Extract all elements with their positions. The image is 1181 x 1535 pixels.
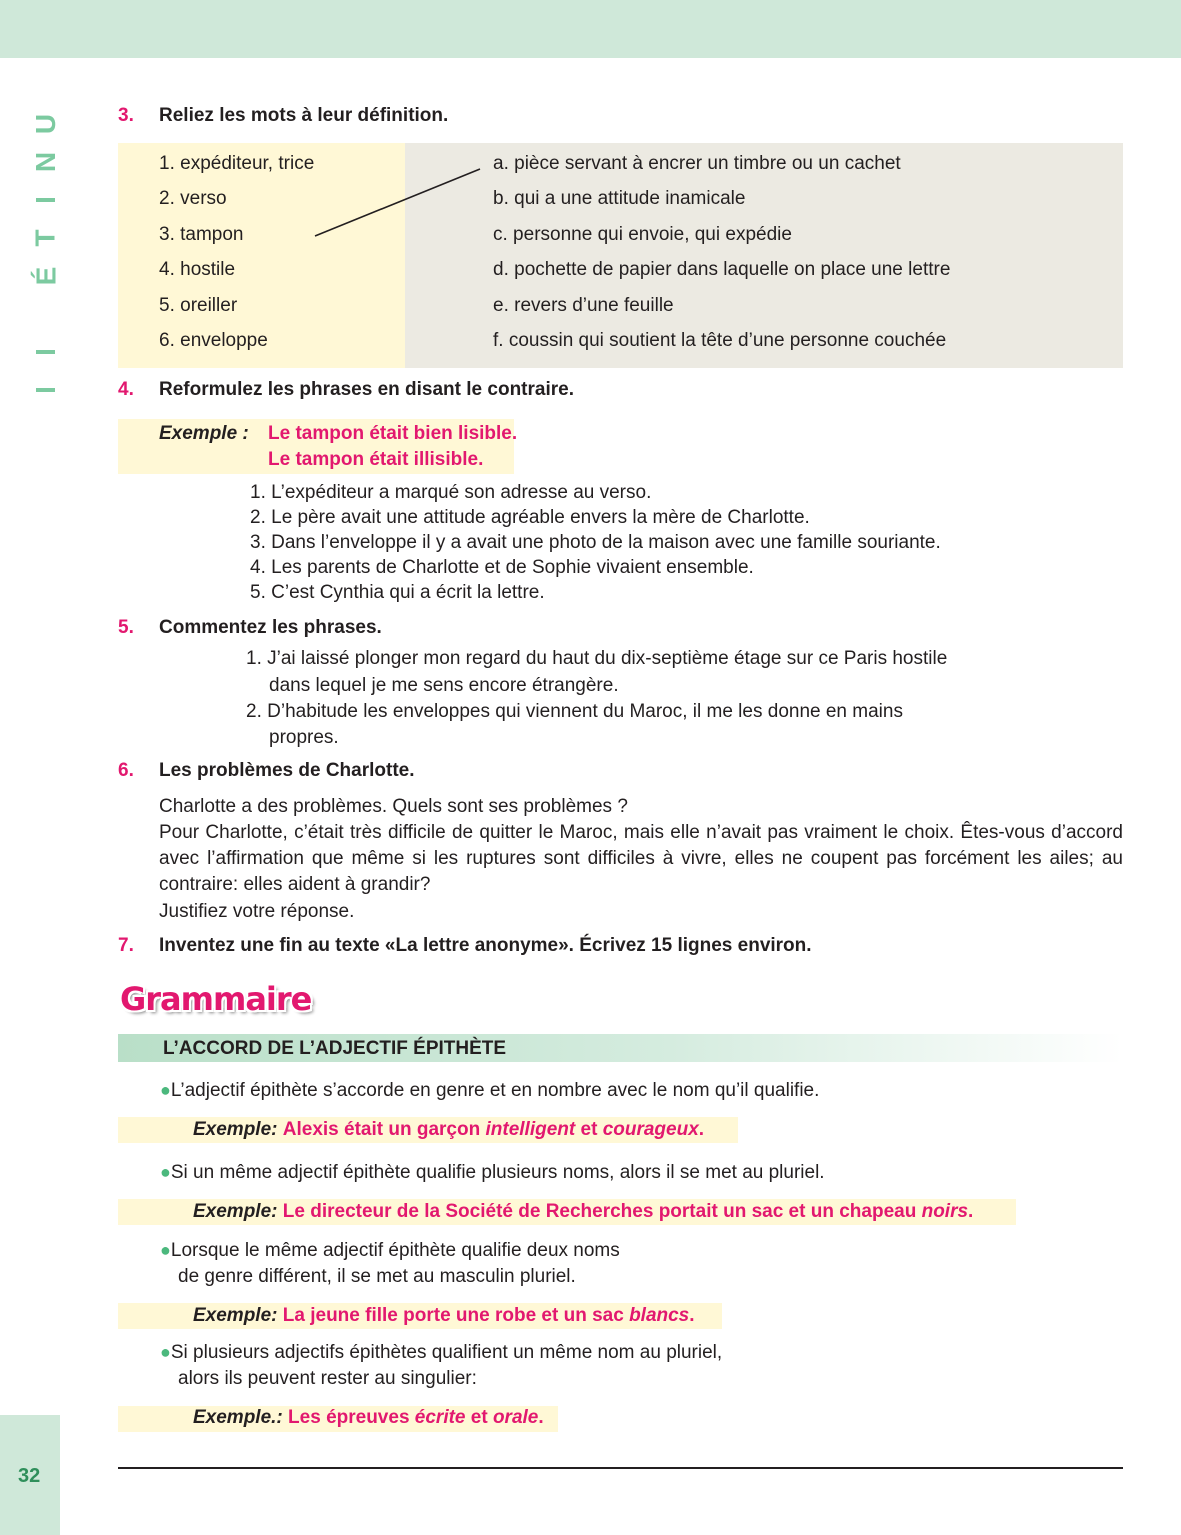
- q5-number: 5.: [118, 617, 134, 638]
- q4-item: 2. Le père avait une attitude agréable envers la mère de Charlotte.: [250, 507, 810, 528]
- bullet-icon: ●: [160, 1162, 171, 1182]
- q7-title: Inventez une fin au texte «La lettre anonyme». Écrivez 15 lignes environ.: [159, 935, 812, 956]
- example-fragment: .: [968, 1201, 974, 1222]
- q5-title: Commentez les phrases.: [159, 617, 382, 638]
- q4-example-sentence: Le tampon était bien lisible.: [268, 423, 518, 444]
- example-fragment: .: [698, 1119, 705, 1140]
- grammar-heading: Grammaire: [120, 980, 312, 1018]
- example-adjective: courageux: [602, 1119, 699, 1140]
- example-fragment: Les épreuves: [288, 1407, 415, 1428]
- definition-item: a. pièce servant à encrer un timbre ou un cachet: [493, 153, 901, 174]
- example-adjective: blancs: [629, 1305, 690, 1326]
- definition-item: e. revers d’une feuille: [493, 295, 674, 316]
- word-item: 4. hostile: [159, 259, 236, 280]
- q3-number: 3.: [118, 105, 134, 126]
- footer-rule: [118, 1467, 1123, 1469]
- word-item: 5. oreiller: [159, 295, 238, 316]
- bullet-icon: ●: [160, 1080, 171, 1100]
- example-text: [288, 1407, 544, 1428]
- q4-example-label: Exemple :: [159, 423, 249, 444]
- rule-example: Exemple: Le directeur de la Société de Recherches portait un sac et un chapeau noirs.: [193, 1201, 974, 1222]
- matching-example-line: [118, 143, 1123, 368]
- definition-item: c. personne qui envoie, qui expédie: [493, 224, 792, 245]
- example-adjective: écrite: [414, 1407, 466, 1428]
- word-item: 1. expéditeur, trice: [159, 153, 315, 174]
- q4-example-answer: Le tampon était illisible.: [268, 449, 484, 470]
- word-item: 3. tampon: [159, 224, 244, 245]
- example-adjective: intelligent: [485, 1119, 576, 1140]
- grammar-rule: ●Si un même adjectif épithète qualifie plusieurs noms, alors il se met au pluriel.: [160, 1162, 825, 1183]
- grammar-rule: ●L’adjectif épithète s’accorde en genre et en nombre avec le nom qu’il qualifie.: [160, 1080, 820, 1101]
- q6-number: 6.: [118, 760, 134, 781]
- q4-title: Reformulez les phrases en disant le contraire.: [159, 379, 574, 400]
- example-fragment: La jeune fille porte une robe et un sac: [282, 1305, 630, 1326]
- q4-item: 5. C’est Cynthia qui a écrit la lettre.: [250, 582, 545, 603]
- q5-item: 1. J’ai laissé plonger mon regard du haut du dix-septième étage sur ce Paris hostile: [246, 648, 948, 669]
- top-band: [0, 0, 1181, 58]
- word-item: 2. verso: [159, 188, 227, 209]
- definition-item: b. qui a une attitude inamicale: [493, 188, 746, 209]
- example-fragment: .: [538, 1407, 544, 1428]
- page-number: 32: [18, 1465, 41, 1487]
- unit-letter: I: [30, 196, 61, 204]
- example-text: [283, 1305, 695, 1326]
- grammar-rule: ●Lorsque le même adjectif épithète qualifie deux noms: [160, 1240, 620, 1261]
- example-fragment: Le directeur de la Société de Recherches portait un sac et un chapeau: [282, 1201, 922, 1222]
- unit-letter: [27, 310, 65, 318]
- q4-number: 4.: [118, 379, 134, 400]
- q6-question: Charlotte a des problèmes. Quels sont ses problèmes ?: [159, 796, 628, 817]
- rule-example: Exemple: Alexis était un garçon intelligent et courageux.: [193, 1119, 705, 1140]
- unit-label: [26, 105, 66, 409]
- unit-letter: I: [30, 386, 61, 394]
- definition-item: f. coussin qui soutient la tête d’une personne couchée: [493, 330, 947, 351]
- rule-example: Exemple.: Les épreuves écrite et orale.: [193, 1407, 544, 1428]
- q5-item: 2. D’habitude les enveloppes qui viennent du Maroc, il me les donne en mains: [246, 701, 903, 722]
- q4-item: 3. Dans l’enveloppe il y a avait une photo de la maison avec une famille souriante.: [250, 532, 941, 553]
- bullet-icon: ●: [160, 1342, 171, 1362]
- q5-item-continued: propres.: [269, 727, 339, 748]
- q6-title: Les problèmes de Charlotte.: [159, 760, 415, 781]
- unit-letter: I: [30, 348, 61, 356]
- unit-letter: É: [30, 266, 61, 286]
- definition-item: d. pochette de papier dans laquelle on place une lettre: [493, 259, 951, 280]
- matching-table: [118, 143, 1123, 368]
- q7-number: 7.: [118, 935, 134, 956]
- q5-item-continued: dans lequel je me sens encore étrangère.: [269, 675, 619, 696]
- unit-letter: U: [29, 113, 61, 135]
- q4-item: 1. L’expéditeur a marqué son adresse au verso.: [250, 482, 652, 503]
- example-text: [283, 1201, 974, 1222]
- example-text: [283, 1119, 704, 1140]
- example-adjective: orale: [492, 1407, 539, 1428]
- example-adjective: noirs: [921, 1201, 969, 1222]
- example-fragment: et: [465, 1407, 493, 1428]
- bullet-icon: ●: [160, 1240, 171, 1260]
- unit-letter: T: [29, 229, 61, 247]
- unit-letter: N: [29, 151, 61, 173]
- q4-item: 4. Les parents de Charlotte et de Sophie vivaient ensemble.: [250, 557, 754, 578]
- section-title: L’ACCORD DE L’ADJECTIF ÉPITHÈTE: [163, 1038, 507, 1059]
- word-item: 6. enveloppe: [159, 330, 268, 351]
- q3-title: Reliez les mots à leur définition.: [159, 105, 449, 126]
- example-fragment: Alexis était un garçon: [282, 1119, 486, 1140]
- grammar-rule-continued: de genre différent, il se met au masculin pluriel.: [178, 1266, 576, 1287]
- grammar-rule-continued: alors ils peuvent rester au singulier:: [178, 1368, 477, 1389]
- grammar-rule: ●Si plusieurs adjectifs épithètes qualifient un même nom au pluriel,: [160, 1342, 723, 1363]
- q6-closing: Justifiez votre réponse.: [159, 901, 355, 922]
- rule-example: Exemple: La jeune fille porte une robe et un sac blancs.: [193, 1305, 695, 1326]
- q6-paragraph: Pour Charlotte, c’était très difficile de quitter le Maroc, mais elle n’avait pas vraiment le choix. Êtes-vous d’accord avec l’affirmation que même si les ruptures sont difficiles à vivre, elles ne coupent pas forcément les ailes; au contraire: elles aident à grandir?: [159, 822, 1123, 895]
- example-fragment: .: [689, 1305, 695, 1326]
- example-fragment: et: [575, 1119, 603, 1140]
